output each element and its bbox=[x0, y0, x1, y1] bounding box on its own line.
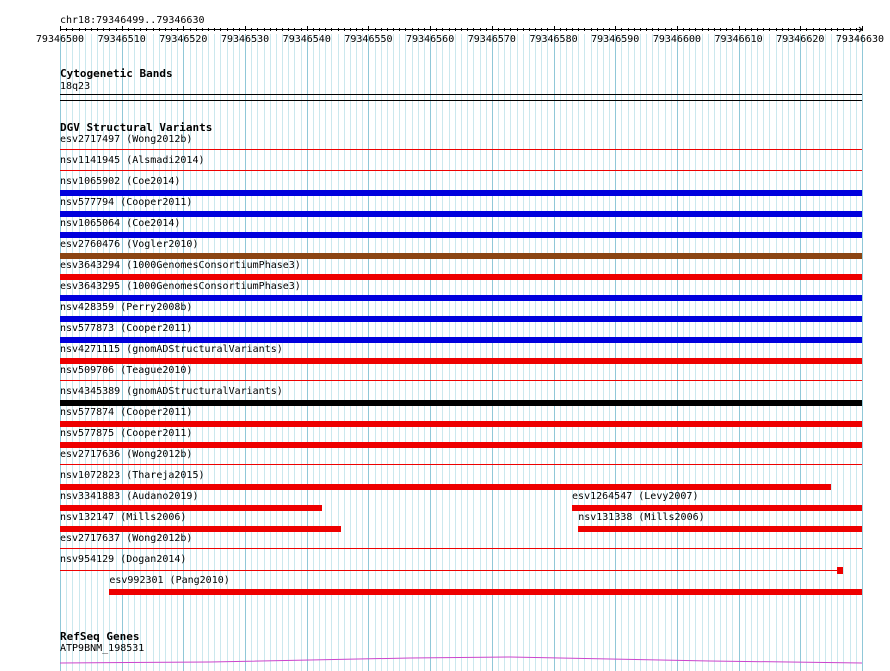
sv-feature-bar[interactable] bbox=[60, 211, 862, 217]
ruler-tick-label: 79346510 bbox=[97, 34, 146, 45]
sv-feature-label[interactable]: nsv577875 (Cooper2011) bbox=[60, 428, 193, 439]
sv-row-divider bbox=[60, 464, 862, 465]
sv-feature-bar[interactable] bbox=[60, 358, 862, 364]
sv-feature-label[interactable]: nsv3341883 (Audano2019) bbox=[60, 491, 199, 502]
sv-feature-label[interactable]: nsv577794 (Cooper2011) bbox=[60, 197, 193, 208]
gene-intron-line bbox=[60, 657, 862, 663]
sv-feature-bar[interactable] bbox=[109, 589, 862, 595]
sv-feature-bar[interactable] bbox=[60, 526, 341, 532]
sv-row-divider bbox=[60, 170, 862, 171]
ruler-tick-label: 79346540 bbox=[282, 34, 331, 45]
ruler-tick-label: 79346610 bbox=[714, 34, 763, 45]
sv-feature-label[interactable]: esv2760476 (Vogler2010) bbox=[60, 239, 199, 250]
sv-feature-bar[interactable] bbox=[60, 505, 322, 511]
ruler-tick-label: 79346630 bbox=[835, 34, 885, 45]
sv-feature-bar[interactable] bbox=[60, 442, 862, 448]
sv-row-divider bbox=[60, 548, 862, 549]
ruler-tick-label: 79346620 bbox=[776, 34, 825, 45]
refseq-track-title: RefSeq Genes bbox=[60, 630, 140, 643]
sv-feature-label[interactable]: nsv4271115 (gnomADStructuralVariants) bbox=[60, 344, 283, 355]
sv-feature-label[interactable]: nsv1065902 (Coe2014) bbox=[60, 176, 181, 187]
sv-feature-label[interactable]: nsv509706 (Teague2010) bbox=[60, 365, 193, 376]
sv-feature-label[interactable]: esv2717497 (Wong2012b) bbox=[60, 134, 193, 145]
sv-feature-label[interactable]: esv1264547 (Levy2007) bbox=[572, 491, 699, 502]
ruler-tick-label: 79346590 bbox=[591, 34, 640, 45]
sv-feature-label[interactable]: esv3643295 (1000GenomesConsortiumPhase3) bbox=[60, 281, 301, 292]
sv-feature-bar[interactable] bbox=[60, 421, 862, 427]
sv-feature-bar[interactable] bbox=[60, 274, 862, 280]
transcript-id: NM_198531 bbox=[90, 643, 145, 654]
sv-feature-label[interactable]: nsv428359 (Perry2008b) bbox=[60, 302, 193, 313]
gene-symbol: ATP9B bbox=[60, 643, 91, 654]
sv-feature-label[interactable]: esv992301 (Pang2010) bbox=[109, 575, 230, 586]
sv-feature-bar[interactable] bbox=[60, 316, 862, 322]
sv-feature-bar[interactable] bbox=[578, 526, 862, 532]
sv-feature-label[interactable]: nsv1141945 (Alsmadi2014) bbox=[60, 155, 205, 166]
ruler-tick-label: 79346530 bbox=[220, 34, 270, 45]
sv-feature-bar[interactable] bbox=[60, 337, 862, 343]
cytoband-track-title: Cytogenetic Bands bbox=[60, 67, 173, 80]
region-label: chr18:79346499..79346630 bbox=[60, 15, 205, 26]
sv-feature-label[interactable]: nsv1065064 (Coe2014) bbox=[60, 218, 181, 229]
sv-feature-label[interactable]: nsv131338 (Mills2006) bbox=[578, 512, 705, 523]
cytoband-label[interactable]: 18q23 bbox=[60, 81, 91, 92]
sv-feature-line[interactable] bbox=[60, 570, 837, 571]
ruler-tick-label: 79346570 bbox=[467, 34, 516, 45]
sv-feature-bar[interactable] bbox=[60, 484, 831, 490]
ruler-tick-label: 79346520 bbox=[159, 34, 208, 45]
ruler-tick-label: 79346500 bbox=[35, 34, 85, 45]
sv-feature-label[interactable]: nsv1072823 (Thareja2015) bbox=[60, 470, 205, 481]
sv-feature-label[interactable]: nsv577874 (Cooper2011) bbox=[60, 407, 193, 418]
sv-feature-label[interactable]: esv2717637 (Wong2012b) bbox=[60, 533, 193, 544]
sv-feature-label[interactable]: nsv4345389 (gnomADStructuralVariants) bbox=[60, 386, 283, 397]
sv-feature-label[interactable]: esv2717636 (Wong2012b) bbox=[60, 449, 193, 460]
sv-feature-bar[interactable] bbox=[60, 253, 862, 259]
sv-feature-label[interactable]: nsv577873 (Cooper2011) bbox=[60, 323, 193, 334]
sv-feature-bar[interactable] bbox=[60, 295, 862, 301]
ruler-tick-label: 79346580 bbox=[529, 34, 578, 45]
sv-feature-block[interactable] bbox=[837, 567, 843, 574]
sv-feature-label[interactable]: nsv954129 (Dogan2014) bbox=[60, 554, 187, 565]
dgv-track-title: DGV Structural Variants bbox=[60, 121, 213, 134]
ruler-tick-label: 79346560 bbox=[406, 34, 455, 45]
sv-feature-bar[interactable] bbox=[572, 505, 862, 511]
sv-row-divider bbox=[60, 380, 862, 381]
ruler-tick-label: 79346600 bbox=[652, 34, 702, 45]
refseq-gene-model[interactable] bbox=[60, 655, 862, 665]
sv-feature-bar[interactable] bbox=[60, 190, 862, 196]
ruler-tick-label: 79346550 bbox=[344, 34, 393, 45]
sv-feature-label[interactable]: nsv132147 (Mills2006) bbox=[60, 512, 187, 523]
sv-feature-bar[interactable] bbox=[60, 232, 862, 238]
sv-feature-label[interactable]: esv3643294 (1000GenomesConsortiumPhase3) bbox=[60, 260, 301, 271]
refseq-gene-label[interactable] bbox=[60, 643, 144, 655]
sv-feature-bar[interactable] bbox=[60, 400, 862, 406]
sv-row-divider bbox=[60, 149, 862, 150]
